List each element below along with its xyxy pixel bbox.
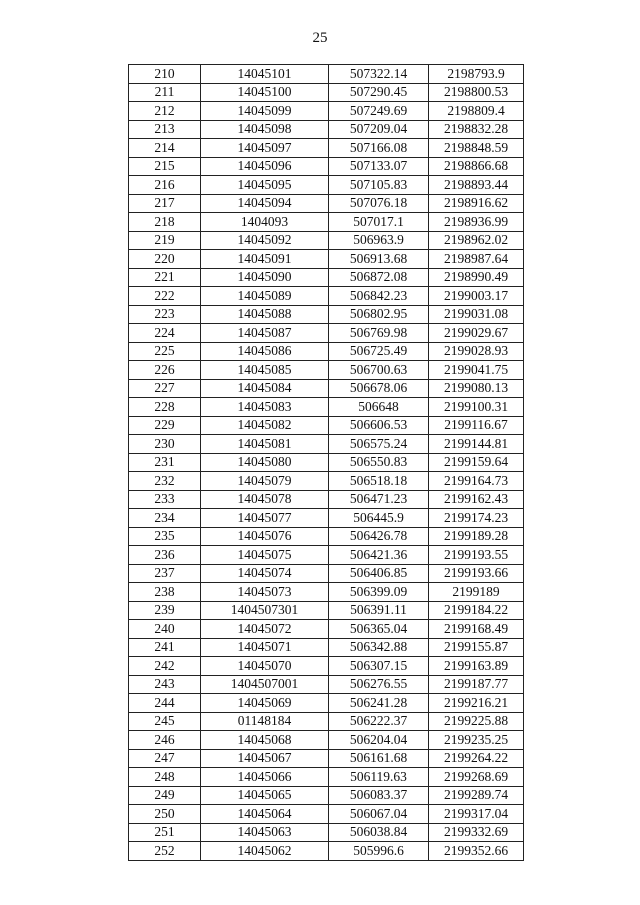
point-id-cell: 14045077: [201, 509, 329, 528]
row-number-cell: 222: [129, 287, 201, 306]
point-id-cell: 14045079: [201, 472, 329, 491]
row-number-cell: 224: [129, 324, 201, 343]
y-coordinate-cell: 2199264.22: [429, 749, 524, 768]
table-row: [129, 546, 524, 565]
x-coordinate-cell: 506067.04: [329, 805, 429, 824]
x-coordinate-cell: 506725.49: [329, 342, 429, 361]
row-number-cell: 240: [129, 620, 201, 639]
x-coordinate-cell: 506842.23: [329, 287, 429, 306]
y-coordinate-cell: 2199031.08: [429, 305, 524, 324]
table-row: [129, 675, 524, 694]
coordinates-table-body: [129, 65, 524, 861]
x-coordinate-cell: 507290.45: [329, 83, 429, 102]
point-id-cell: 14045073: [201, 583, 329, 602]
table-row: [129, 453, 524, 472]
table-row: [129, 731, 524, 750]
table-row: [129, 139, 524, 158]
x-coordinate-cell: 506518.18: [329, 472, 429, 491]
y-coordinate-cell: 2198990.49: [429, 268, 524, 287]
row-number-cell: 232: [129, 472, 201, 491]
row-number-cell: 233: [129, 490, 201, 509]
row-number-cell: 248: [129, 768, 201, 787]
point-id-cell: 14045076: [201, 527, 329, 546]
y-coordinate-cell: 2199193.55: [429, 546, 524, 565]
x-coordinate-cell: 506276.55: [329, 675, 429, 694]
table-row: [129, 527, 524, 546]
table-row: [129, 657, 524, 676]
y-coordinate-cell: 2199225.88: [429, 712, 524, 731]
row-number-cell: 215: [129, 157, 201, 176]
x-coordinate-cell: 507133.07: [329, 157, 429, 176]
point-id-cell: 14045083: [201, 398, 329, 417]
x-coordinate-cell: 507076.18: [329, 194, 429, 213]
row-number-cell: 241: [129, 638, 201, 657]
row-number-cell: 218: [129, 213, 201, 232]
row-number-cell: 213: [129, 120, 201, 139]
row-number-cell: 234: [129, 509, 201, 528]
table-row: [129, 490, 524, 509]
point-id-cell: 01148184: [201, 712, 329, 731]
y-coordinate-cell: 2199187.77: [429, 675, 524, 694]
table-row: [129, 638, 524, 657]
coordinates-table: [128, 64, 524, 861]
y-coordinate-cell: 2199168.49: [429, 620, 524, 639]
table-row: [129, 102, 524, 121]
y-coordinate-cell: 2199289.74: [429, 786, 524, 805]
table-row: [129, 842, 524, 861]
x-coordinate-cell: 506769.98: [329, 324, 429, 343]
row-number-cell: 237: [129, 564, 201, 583]
row-number-cell: 245: [129, 712, 201, 731]
y-coordinate-cell: 2198866.68: [429, 157, 524, 176]
x-coordinate-cell: 506575.24: [329, 435, 429, 454]
table-row: [129, 342, 524, 361]
point-id-cell: 14045071: [201, 638, 329, 657]
point-id-cell: 1404507301: [201, 601, 329, 620]
row-number-cell: 227: [129, 379, 201, 398]
y-coordinate-cell: 2199100.31: [429, 398, 524, 417]
table-row: [129, 65, 524, 84]
row-number-cell: 220: [129, 250, 201, 269]
point-id-cell: 14045070: [201, 657, 329, 676]
row-number-cell: 219: [129, 231, 201, 250]
table-row: [129, 83, 524, 102]
row-number-cell: 231: [129, 453, 201, 472]
point-id-cell: 14045066: [201, 768, 329, 787]
point-id-cell: 14045096: [201, 157, 329, 176]
y-coordinate-cell: 2199174.23: [429, 509, 524, 528]
y-coordinate-cell: 2198916.62: [429, 194, 524, 213]
row-number-cell: 235: [129, 527, 201, 546]
point-id-cell: 14045069: [201, 694, 329, 713]
x-coordinate-cell: 506648: [329, 398, 429, 417]
row-number-cell: 228: [129, 398, 201, 417]
row-number-cell: 226: [129, 361, 201, 380]
y-coordinate-cell: 2199332.69: [429, 823, 524, 842]
table-row: [129, 250, 524, 269]
y-coordinate-cell: 2199193.66: [429, 564, 524, 583]
point-id-cell: 14045091: [201, 250, 329, 269]
y-coordinate-cell: 2198832.28: [429, 120, 524, 139]
table-row: [129, 694, 524, 713]
point-id-cell: 14045088: [201, 305, 329, 324]
row-number-cell: 242: [129, 657, 201, 676]
table-row: [129, 268, 524, 287]
row-number-cell: 211: [129, 83, 201, 102]
table-row: [129, 768, 524, 787]
x-coordinate-cell: 505996.6: [329, 842, 429, 861]
row-number-cell: 216: [129, 176, 201, 195]
table-row: [129, 620, 524, 639]
row-number-cell: 214: [129, 139, 201, 158]
row-number-cell: 246: [129, 731, 201, 750]
row-number-cell: 247: [129, 749, 201, 768]
y-coordinate-cell: 2199163.89: [429, 657, 524, 676]
point-id-cell: 14045094: [201, 194, 329, 213]
row-number-cell: 239: [129, 601, 201, 620]
table-row: [129, 472, 524, 491]
y-coordinate-cell: 2199189: [429, 583, 524, 602]
x-coordinate-cell: 506222.37: [329, 712, 429, 731]
y-coordinate-cell: 2199317.04: [429, 805, 524, 824]
y-coordinate-cell: 2199029.67: [429, 324, 524, 343]
point-id-cell: 14045082: [201, 416, 329, 435]
x-coordinate-cell: 506421.36: [329, 546, 429, 565]
point-id-cell: 14045101: [201, 65, 329, 84]
table-row: [129, 583, 524, 602]
x-coordinate-cell: 507105.83: [329, 176, 429, 195]
table-row: [129, 786, 524, 805]
y-coordinate-cell: 2198987.64: [429, 250, 524, 269]
y-coordinate-cell: 2199144.81: [429, 435, 524, 454]
table-row: [129, 601, 524, 620]
x-coordinate-cell: 506038.84: [329, 823, 429, 842]
row-number-cell: 244: [129, 694, 201, 713]
y-coordinate-cell: 2199352.66: [429, 842, 524, 861]
y-coordinate-cell: 2198809.4: [429, 102, 524, 121]
point-id-cell: 14045085: [201, 361, 329, 380]
x-coordinate-cell: 506342.88: [329, 638, 429, 657]
x-coordinate-cell: 506406.85: [329, 564, 429, 583]
table-row: [129, 416, 524, 435]
table-row: [129, 287, 524, 306]
x-coordinate-cell: 506872.08: [329, 268, 429, 287]
point-id-cell: 14045100: [201, 83, 329, 102]
x-coordinate-cell: 506963.9: [329, 231, 429, 250]
y-coordinate-cell: 2198936.99: [429, 213, 524, 232]
x-coordinate-cell: 506391.11: [329, 601, 429, 620]
table-row: [129, 213, 524, 232]
x-coordinate-cell: 506550.83: [329, 453, 429, 472]
table-row: [129, 805, 524, 824]
point-id-cell: 14045084: [201, 379, 329, 398]
point-id-cell: 14045095: [201, 176, 329, 195]
point-id-cell: 14045072: [201, 620, 329, 639]
point-id-cell: 14045087: [201, 324, 329, 343]
row-number-cell: 210: [129, 65, 201, 84]
table-row: [129, 324, 524, 343]
table-row: [129, 176, 524, 195]
x-coordinate-cell: 506365.04: [329, 620, 429, 639]
y-coordinate-cell: 2199184.22: [429, 601, 524, 620]
x-coordinate-cell: 507166.08: [329, 139, 429, 158]
y-coordinate-cell: 2199080.13: [429, 379, 524, 398]
x-coordinate-cell: 506083.37: [329, 786, 429, 805]
row-number-cell: 251: [129, 823, 201, 842]
table-row: [129, 749, 524, 768]
x-coordinate-cell: 506399.09: [329, 583, 429, 602]
x-coordinate-cell: 507209.04: [329, 120, 429, 139]
x-coordinate-cell: 507249.69: [329, 102, 429, 121]
row-number-cell: 225: [129, 342, 201, 361]
point-id-cell: 1404507001: [201, 675, 329, 694]
table-row: [129, 712, 524, 731]
point-id-cell: 14045067: [201, 749, 329, 768]
point-id-cell: 14045081: [201, 435, 329, 454]
table-row: [129, 398, 524, 417]
table-row: [129, 823, 524, 842]
point-id-cell: 14045064: [201, 805, 329, 824]
y-coordinate-cell: 2199162.43: [429, 490, 524, 509]
table-row: [129, 379, 524, 398]
table-row: [129, 509, 524, 528]
row-number-cell: 249: [129, 786, 201, 805]
point-id-cell: 14045068: [201, 731, 329, 750]
point-id-cell: 14045086: [201, 342, 329, 361]
row-number-cell: 250: [129, 805, 201, 824]
point-id-cell: 14045074: [201, 564, 329, 583]
y-coordinate-cell: 2198848.59: [429, 139, 524, 158]
table-row: [129, 194, 524, 213]
point-id-cell: 14045099: [201, 102, 329, 121]
point-id-cell: 14045080: [201, 453, 329, 472]
y-coordinate-cell: 2198893.44: [429, 176, 524, 195]
row-number-cell: 236: [129, 546, 201, 565]
row-number-cell: 243: [129, 675, 201, 694]
point-id-cell: 14045089: [201, 287, 329, 306]
x-coordinate-cell: 506913.68: [329, 250, 429, 269]
point-id-cell: 14045098: [201, 120, 329, 139]
table-row: [129, 564, 524, 583]
y-coordinate-cell: 2199268.69: [429, 768, 524, 787]
x-coordinate-cell: 506426.78: [329, 527, 429, 546]
x-coordinate-cell: 506700.63: [329, 361, 429, 380]
y-coordinate-cell: 2198962.02: [429, 231, 524, 250]
y-coordinate-cell: 2199003.17: [429, 287, 524, 306]
page-number: 25: [312, 30, 328, 46]
table-row: [129, 157, 524, 176]
x-coordinate-cell: 507322.14: [329, 65, 429, 84]
table-row: [129, 435, 524, 454]
x-coordinate-cell: 506678.06: [329, 379, 429, 398]
point-id-cell: 14045097: [201, 139, 329, 158]
x-coordinate-cell: 506606.53: [329, 416, 429, 435]
y-coordinate-cell: 2199155.87: [429, 638, 524, 657]
y-coordinate-cell: 2199189.28: [429, 527, 524, 546]
point-id-cell: 14045065: [201, 786, 329, 805]
table-row: [129, 361, 524, 380]
x-coordinate-cell: 506471.23: [329, 490, 429, 509]
y-coordinate-cell: 2199116.67: [429, 416, 524, 435]
row-number-cell: 230: [129, 435, 201, 454]
row-number-cell: 238: [129, 583, 201, 602]
point-id-cell: 14045078: [201, 490, 329, 509]
x-coordinate-cell: 506307.15: [329, 657, 429, 676]
table-row: [129, 231, 524, 250]
table-row: [129, 120, 524, 139]
row-number-cell: 229: [129, 416, 201, 435]
x-coordinate-cell: 506802.95: [329, 305, 429, 324]
point-id-cell: 14045063: [201, 823, 329, 842]
row-number-cell: 212: [129, 102, 201, 121]
row-number-cell: 217: [129, 194, 201, 213]
point-id-cell: 1404093: [201, 213, 329, 232]
y-coordinate-cell: 2198800.53: [429, 83, 524, 102]
x-coordinate-cell: 506445.9: [329, 509, 429, 528]
point-id-cell: 14045092: [201, 231, 329, 250]
y-coordinate-cell: 2199159.64: [429, 453, 524, 472]
x-coordinate-cell: 507017.1: [329, 213, 429, 232]
x-coordinate-cell: 506119.63: [329, 768, 429, 787]
row-number-cell: 252: [129, 842, 201, 861]
table-row: [129, 305, 524, 324]
point-id-cell: 14045075: [201, 546, 329, 565]
x-coordinate-cell: 506241.28: [329, 694, 429, 713]
x-coordinate-cell: 506161.68: [329, 749, 429, 768]
y-coordinate-cell: 2199041.75: [429, 361, 524, 380]
point-id-cell: 14045062: [201, 842, 329, 861]
y-coordinate-cell: 2199164.73: [429, 472, 524, 491]
y-coordinate-cell: 2199028.93: [429, 342, 524, 361]
y-coordinate-cell: 2199235.25: [429, 731, 524, 750]
y-coordinate-cell: 2199216.21: [429, 694, 524, 713]
y-coordinate-cell: 2198793.9: [429, 65, 524, 84]
row-number-cell: 221: [129, 268, 201, 287]
row-number-cell: 223: [129, 305, 201, 324]
point-id-cell: 14045090: [201, 268, 329, 287]
x-coordinate-cell: 506204.04: [329, 731, 429, 750]
